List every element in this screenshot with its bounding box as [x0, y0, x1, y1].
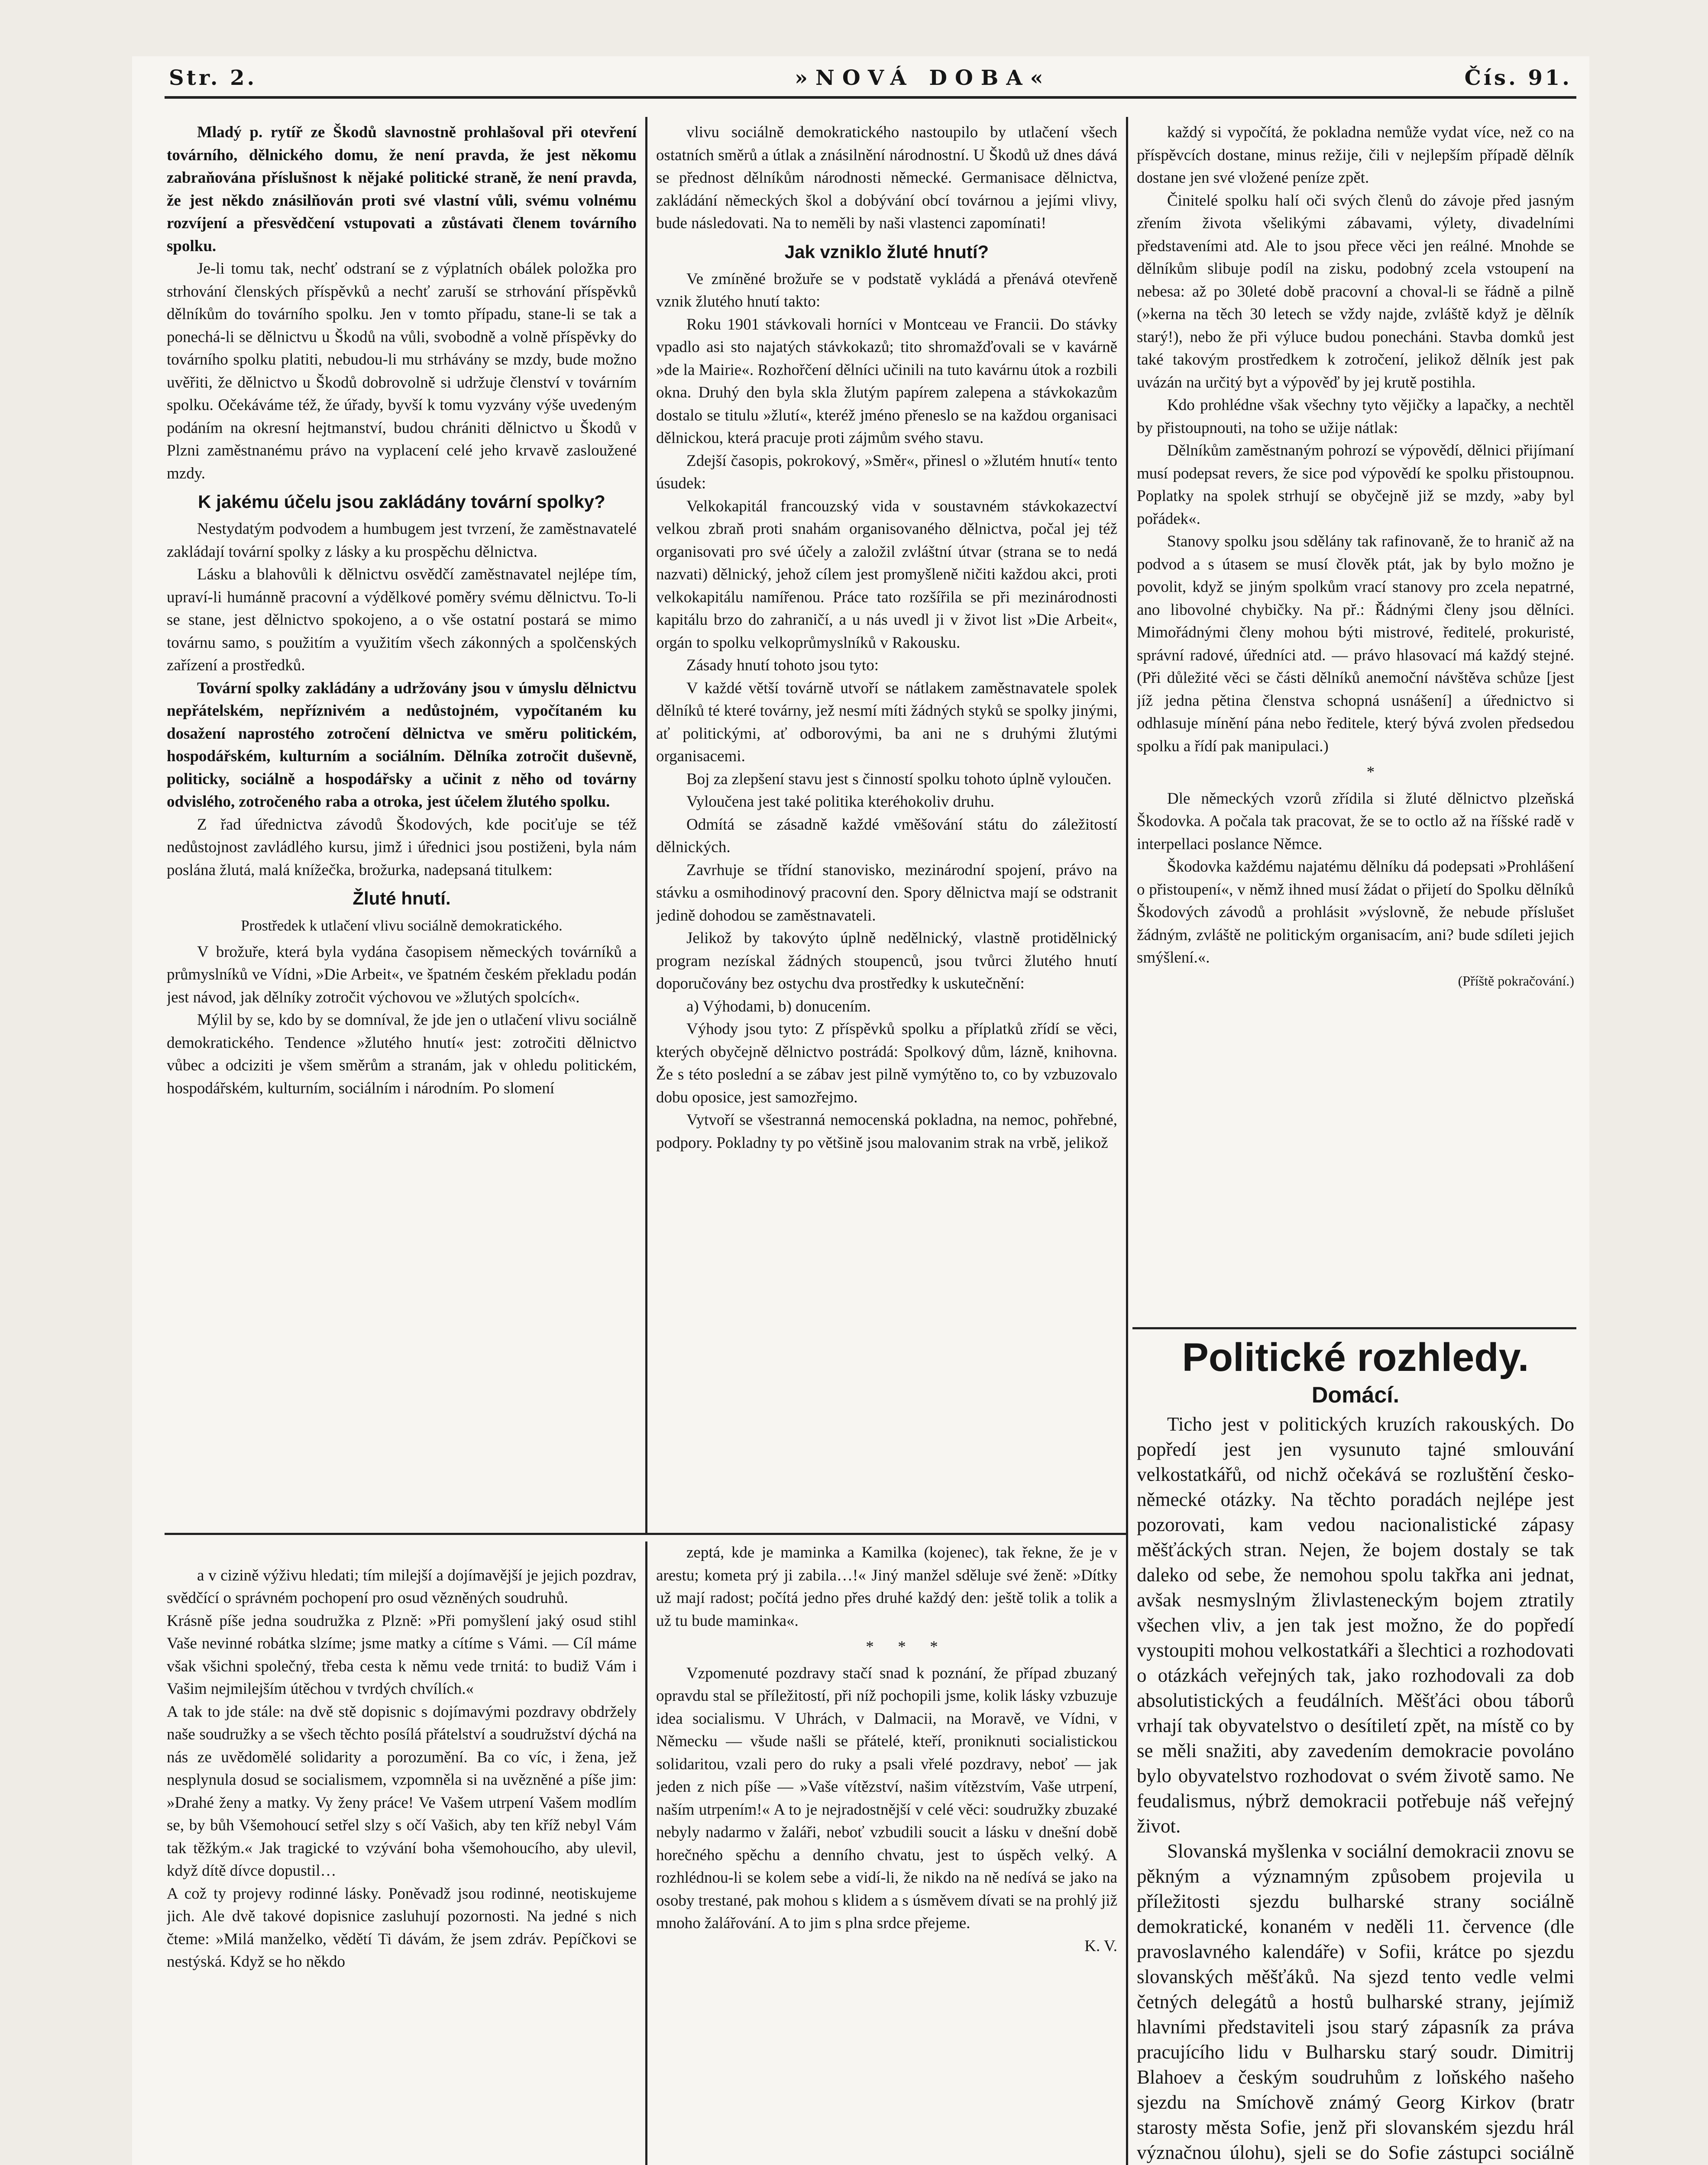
article-paragraph: vlivu sociálně demokratického nastoupilo by utlačení všech ostatních směrů a útlak a znásilnění národnostní. U Škodů už dnes dává se přednost dělníkům národnosti německé. Germanisace dělnictva, zakládání německých škol a dobývání obcí továrnou a jejími vlivy, bude následovati. Na to neměli by naši vlastenci zapomínati!: [656, 123, 1117, 232]
article-paragraph: a v cizině výživu hledati; tím milejší a dojímavější je jejich pozdrav, svědčící o správném pochopení pro osud vězněných soudruhů. Krásně píše jedna soudružka z Plzně: »Při pomyšlení jaký osud stihl Vaše nevinné robátka slzíme; jsme matky a cítíme s Vámi. — Cíl máme však všichni společný, třeba cesta k němu vede trnitá: to budiž Vám i Vašim nejmilejším útěchou v tvrdých chvílích.« A tak to jde stále: na dvě stě dopisnic s dojímavými pozdravy obdržely naše soudružky a se všech těchto posílá přátelství a soudružství dýchá na nás ze uvědomělé solidarity a porozumění. Ba co víc, i žena, jež nesplynula dosud se socialismem, vzpomněla si na uvězněné a píše jim: »Drahé ženy a matky. Vy ženy práce! Ve Vašem utrpení Vašem modlím se, by bůh Všemohoucí setřel slzy s očí Vašich, aby ten kříž nebyl Vám tak těžkým.« Jak tragické to vzývání boha všemohoucího, aby ulevil, když dítě dívce dopustil… A což ty projevy rodinné lásky. Poněvadž jsou rodinné, neotiskujeme jich. Ale dvě takové dopisnice zasluhují pozornosti. Na jedné s nich čteme: »Milá manželko, vědětí Ti dávám, že jsem zdráv. Pepíčkovi se nestýská. Když se ho někdo: [167, 1566, 637, 1971]
issue-number: Čís. 91.: [1464, 66, 1572, 90]
page-header: [132, 56, 1589, 98]
article-paragraph: Je-li tomu tak, nechť odstraní se z výplatních obálek položka pro strhování členských příspěvků a nechť zaruší se strhování příspěvků dělníkům do továrního spolku. Jen v tomto případu, stane-li se tak a ponechá-li se dělnictvu u Škodů na vůli, svobodně a volně příspěvky do továrního spolku platiti, nebudou-li mu strhávány se mzdy, bude možno uvěřiti, že dělnictvo u Škodů dobrovolně si udržuje členství v továrním spolku. Očekáváme též, že úřady, byvší k tomu vyzvány výše uvedeným podáním na okresní hejtmanství, budou chrániti dělnictvo u Škodů v Plzni zaměstnanému právo na vyplacení celé jeho krvavě zasloužené mzdy.: [167, 260, 637, 482]
continued-note: (Příště pokračování.): [1458, 973, 1574, 989]
article-paragraph: Lásku a blahovůli k dělnictvu osvědčí zaměstnavatel nejlépe tím, upraví-li humánně pracovní a výdělkové poměry svému dělnictvu. To-li se stane, jest dělnictvo spokojeno, a o vše ostatní postará se mimo továrnu samo, s použitím a využitím všech zákonných a spolčenských zařízení a prostředků.: [167, 565, 637, 674]
article-paragraph: každý si vypočítá, že pokladna nemůže vydat více, než co na příspěvcích dostane, minus režije, čili v nejlepším případě dělník dostane jen své vložené peníze zpět.: [1137, 123, 1574, 187]
page-number: Str. 2.: [169, 66, 257, 90]
article-paragraph: Mýlil by se, kdo by se domníval, že jde jen o utlačení vlivu sociálně demokratického. Tendence »žlutého hnutí« jest: zotročiti dělnictvo vůbec a odciziti je všem směrům a stranám, jak v ohledu politickém, hospodářském, kulturním, sociálním i národním. Po slomení: [167, 1011, 637, 1097]
article-paragraph: a) Výhodami, b) donucením.: [686, 997, 871, 1015]
column-rule-3: [645, 1541, 647, 2165]
article-paragraph: Mladý p. rytíř ze Škodů slavnostně prohlašoval při otevření továrního, dělnického domu, že není pravda, že jest někomu zabraňována příslušnost k nějaké politické straně, že není pravda, že jest někdo znásilňován proti své vlastní vůli, svému volnému rozvíjení a přesvědčení vstupovati a zůstávati členem továrního spolku.: [167, 123, 637, 255]
column-rule-2: [1126, 117, 1128, 2165]
bottom-middle-column: [656, 1541, 1117, 2165]
politics-divider: [1132, 1327, 1576, 1329]
subtitle: Prostředek k utlačení vlivu sociálně demokratického.: [241, 917, 563, 934]
article-paragraph: Kdo prohlédne však všechny tyto vějičky a lapačky, a nechtěl by přistoupnouti, na toho se užije nátlak:: [1137, 396, 1574, 437]
newspaper-title: »NOVÁ DOBA«: [795, 66, 1051, 90]
star-separator: *: [1366, 763, 1375, 781]
article-paragraph: Vytvoří se všestranná nemocenská pokladna, na nemoc, pohřebné, podpory. Pokladny ty po většině jsou malovanim strak na vrbě, jelikož: [656, 1111, 1117, 1152]
article-paragraph: Boj za zlepšení stavu jest s činností spolku tohoto úplně vyloučen.: [686, 770, 1112, 788]
article-paragraph: V každé větší továrně utvoří se nátlakem zaměstnavatele spolek dělníků té které továrny, jež nesmí míti žádných styků se spolky jinými, ať politickými, ať odborovými, ba ani ne s druhými žlutými organisacemi.: [656, 679, 1117, 765]
politics-section: [1137, 1334, 1574, 2165]
article-paragraph: Škodovka každému najatému dělníku dá podepsati »Prohlášení o přistoupení«, v němž ihned musí žádat o přijetí do Spolku dělníků Škodových závodů a prohlásit »výslovně, že nebude příslušet žádným, zvláště ne politickým organisacím, ani? bude sdíleti jejich smýšlení.«.: [1137, 858, 1574, 966]
domestic-subheading: Domácí.: [1311, 1383, 1400, 1408]
article-paragraph: Slovanská myšlenka v sociální demokracii znovu se pěkným a významným způsobem projevila u příležitosti sjezdu bulharské strany sociálně demokratické, konaném v neděli 11. července (dle pravoslavného kalendáře) v Sofii, krátce po sjezdu slovanských měšťáků. Na sjezd tento vedle velmi četných delegátů a hostů bulharské strany, jejímiž hlavními představiteli jsou starý zápasník za práva pracujícího lidu v Bulharsku starý soudr. Dimitrij Blahoev a českým soudruhům z loňského našeho sjezdu na Smíchově známý Georg Kirkov (bratr starosty města Sofie, jenž při slovanském sjezdu hrál význačnou úlohu), sjeli se do Sofie zástupci sociálně: [1137, 1840, 1574, 2163]
article-paragraph: Vzpomenuté pozdravy stačí snad k poznání, že případ zbuzaný opravdu stal se příležitostí, při níž pochopili jsme, kolik lásky vzbuzuje idea socialismu. V Uhrách, v Dalmacii, na Moravě, ve Vídni, v Německu — všude našli se přátelé, kteří, proniknuti socialistickou solidaritou, vzali pero do ruky a psali vřelé pozdravy, neboť — jak jeden z nich píše — »Vaše vítězství, našim vítězstvím, Vaše utrpení, naším utrpením!« A to je nejradostnější v celé věci: soudružky zbuzaké nebyly nadarmo v žaláři, neboť vzbudili soucit a lásku v dnešní době horečného spěchu a denního chvatu, jest to úspěch velký. A rozhlédnou-li se kolem sebe a vidí-li, že nikdo na ně nedívá se jako na osoby trestané, pak mohou s klidem a s úsměvem dívati se na prohlý již mnoho žalářování. A to jim s plna srdce přejeme.: [656, 1664, 1117, 1932]
header-rule: [165, 96, 1576, 99]
article-paragraph: Zásady hnutí tohoto jsou tyto:: [686, 656, 879, 674]
article-paragraph: Dělníkům zaměstnaným pohrozí se výpovědí, dělnici přijímaní musí podepsat revers, že sice pod výpovědí ke spolku přistoupnou. Poplatky na spolek strhují se obyčejně již se mzdy, »aby byl pořádek«.: [1137, 442, 1574, 528]
bottom-left-column: [167, 1541, 637, 2165]
newspaper-page: [132, 56, 1589, 2165]
column-rule-1: [645, 117, 647, 1533]
article-paragraph: Tovární spolky zakládány a udržovány jsou v úmyslu dělnictvu nepřátelském, nepříznivém a nedůstojném, vypočítaném ku dosažení naprostého zotročení dělnictva ve směru politickém, hospodářském, kulturním a sociálním. Dělníka zotročit duševně, politicky, sociálně a hospodářsky a učinit z něho od továrny odvislého, zotročeného raba a otroka, jest účelem žlutého spolku.: [167, 679, 637, 811]
article-paragraph: Z řad úřednictva závodů Škodových, kde pociťuje se též nedůstojnost zavládlého kursu, jimž i úřednici jsou postiženi, byla nám poslána žlutá, malá knížečka, brožurka, nadepsaná titulkem:: [167, 815, 637, 879]
column-1: [167, 121, 637, 1528]
article-paragraph: V brožuře, která byla vydána časopisem německých továrníků a průmyslníků ve Vídni, »Die Arbeit«, ve špatném českém překladu podán jest návod, jak dělníky zotročit výchovou ve »žlutých spolcích«.: [167, 943, 637, 1006]
article-paragraph: Dle německých vzorů zřídila si žluté dělnictvo plzeňská Škodovka. A počala tak pracovat, že se to octlo až na říšské radě v interpellaci poslance Němce.: [1137, 789, 1574, 853]
section-divider: [165, 1533, 1126, 1535]
column-3-top: [1137, 121, 1574, 1321]
article-paragraph: Ve zmíněné brožuře se v podstatě vykládá a přenává otevřeně vznik žlutého hnutí takto:: [656, 270, 1117, 310]
star-separator: * * *: [866, 1638, 938, 1656]
article-paragraph: Zavrhuje se třídní stanovisko, mezinárodní spojení, právo na stávku a osmihodinový pracovní den. Spory dělnictva mají se odstranit jedině dohodou se zaměstnavateli.: [656, 861, 1117, 924]
politics-heading: Politické rozhledy.: [1182, 1335, 1529, 1380]
section-heading: Žluté hnutí.: [353, 888, 451, 908]
article-paragraph: Roku 1901 stávkovali horníci v Montceau ve Francii. Do stávky vpadlo asi sto najatých stávkokazů; tito shromažďovali se v kavárně »de la Mairie«. Rozhořčení dělníci učinili na tuto kavárnu útok a rozbili okna. Druhý den byla skla žlutým papírem zalepena a stávkokazům dostalo se titulu »žlutí«, kteréž jméno přeneslo se na každou organisaci dělnickou, která pracuje proti zájmům svého stavu.: [656, 315, 1117, 447]
article-paragraph: Jelikož by takovýto úplně nedělnický, vlastně protidělnický program nezískal žádných stoupenců, jsou tvůrci žlutého hnutí doporučovány bez ostychu dva prostředky k uskutečnění:: [656, 929, 1117, 992]
signature: K. V.: [1084, 1937, 1117, 1955]
column-2: [656, 121, 1117, 1528]
article-paragraph: Vyloučena jest také politika kteréhokoliv druhu.: [686, 793, 995, 811]
article-paragraph: Ticho jest v politických kruzích rakouských. Do popředí jest jen vysunuto tajné smlouvání velkostatkářů, od nichž očekává se rozluštění česko-německé otázky. Na těchto poradách nejlépe jest pozorovati, kam vedou nacionalistické zápasy měšťáckých stran. Nejen, že bojem dostaly se tak daleko od sebe, že nemohou spolu takřka ani jednat, avšak nesmyslným žlivlasteneckým bojem ztratily všechen vliv, a jen tak jest možno, že do popředí vystoupiti mohou velkostatkáři a šlechtici a rozhodovati o otázkách veřejných tak, jako rozhodovali za dob absolutistických a feudálních. Měšťáci obou táborů vrhají tak obyvatelstvo o desítiletí zpět, na místě co by se měli snažiti, aby zavedením demokracie povoláno bylo obyvatelstvo rozhodovat o svém životě samo. Ne feudalismus, nýbrž demokracii potřebuje náš veřejný život.: [1137, 1413, 1574, 1837]
article-paragraph: Výhody jsou tyto: Z příspěvků spolku a příplatků zřídí se věci, kterých obyčejně dělnictvo postrádá: Spolkový dům, lázně, knihovna. Že s této poslední a se zábav jest pilně vymýtěno to, co by vzbuzovalo dobu oposice, jest samozřejmo.: [656, 1020, 1117, 1106]
section-heading: Jak vzniklo žluté hnutí?: [784, 241, 989, 262]
article-paragraph: Nestydatým podvodem a humbugem jest tvrzení, že zaměstnavatelé zakládají tovární spolky z lásky a ku prospěchu dělnictva.: [167, 520, 637, 561]
article-paragraph: Stanovy spolku jsou sdělány tak rafinovaně, že to hranič až na podvod a s útasem se musí člověk ptát, jak by bylo možno je povolit, když se jiným spolkům vrací stanovy pro zcela nepatrné, ano libovolné chybičky. Na př.: Řádnými členy jsou dělníci. Mimořádnými členy mohou býti mistrové, ředitelé, prokuristé, správní radové, úředníci atd. — právo hlasovací má každý stejné. (Při důležité věci se části dělníků anemoční návštěva schůze [jest jíž jedna pětina členstva schopná usnášení] a úřednictvo si odhlasuje mínění pána nebo ředitele, který bývá zvolen předsedou spolku a řídí pak manipulaci.): [1137, 533, 1574, 755]
article-paragraph: zeptá, kde je maminka a Kamilka (kojenec), tak řekne, že je v arestu; kometa prý ji zabila…!« Jiný manžel sděluje své ženě: »Dítky už mají radost; počítá jedno přes druhé každý den: ještě tolik a tolik a už tu bude maminka«.: [656, 1544, 1117, 1630]
article-paragraph: Velkokapitál francouzský vida v soustavném stávkokazectví velkou zbraň proti snahám organisovaného dělnictva, počal jej též organisovati pro své účely a založil zvláštní útvar (strana se to nedá nazvati) dělnický, jehož cílem jest promyšleně ničiti každou akci, proti velkokapitálu namířenou. Práce tato rozšířila se při mezinárodnosti kapitálu brzo do zahraničí, a u nás uvedl ji v život list »Die Arbeit«, orgán to spolku velkoprůmyslníků v Rakousku.: [656, 497, 1117, 652]
article-paragraph: Odmítá se zásadně každé vměšování státu do záležitostí dělnických.: [656, 815, 1117, 856]
article-paragraph: Činitelé spolku halí oči svých členů do závoje před jasným zřením života všelikými zábavami, výlety, divadelními představeními atd. Ale to jsou přece věci jen reálné. Mnohde se dělníkům slibuje podíl na zisku, podobný zcela vstoupení na nebesa: až po 30leté době pracovní a choval-li se řádně a pilně (»kerna na těch 30 letech se vždy najde, zvláště když je dělník starý!), nebo že při výluce budou ponecháni. Stavba domků jest také takovým prostředkem k zotročení, jelikož dělník jest pak uvázán na určitý byt a výpověď by jej krutě postihla.: [1137, 191, 1574, 391]
article-paragraph: Zdejší časopis, pokrokový, »Směr«, přinesl o »žlutém hnutí« tento úsudek:: [656, 452, 1117, 492]
section-heading: K jakému účelu jsou zakládány tovární spolky?: [198, 491, 605, 512]
